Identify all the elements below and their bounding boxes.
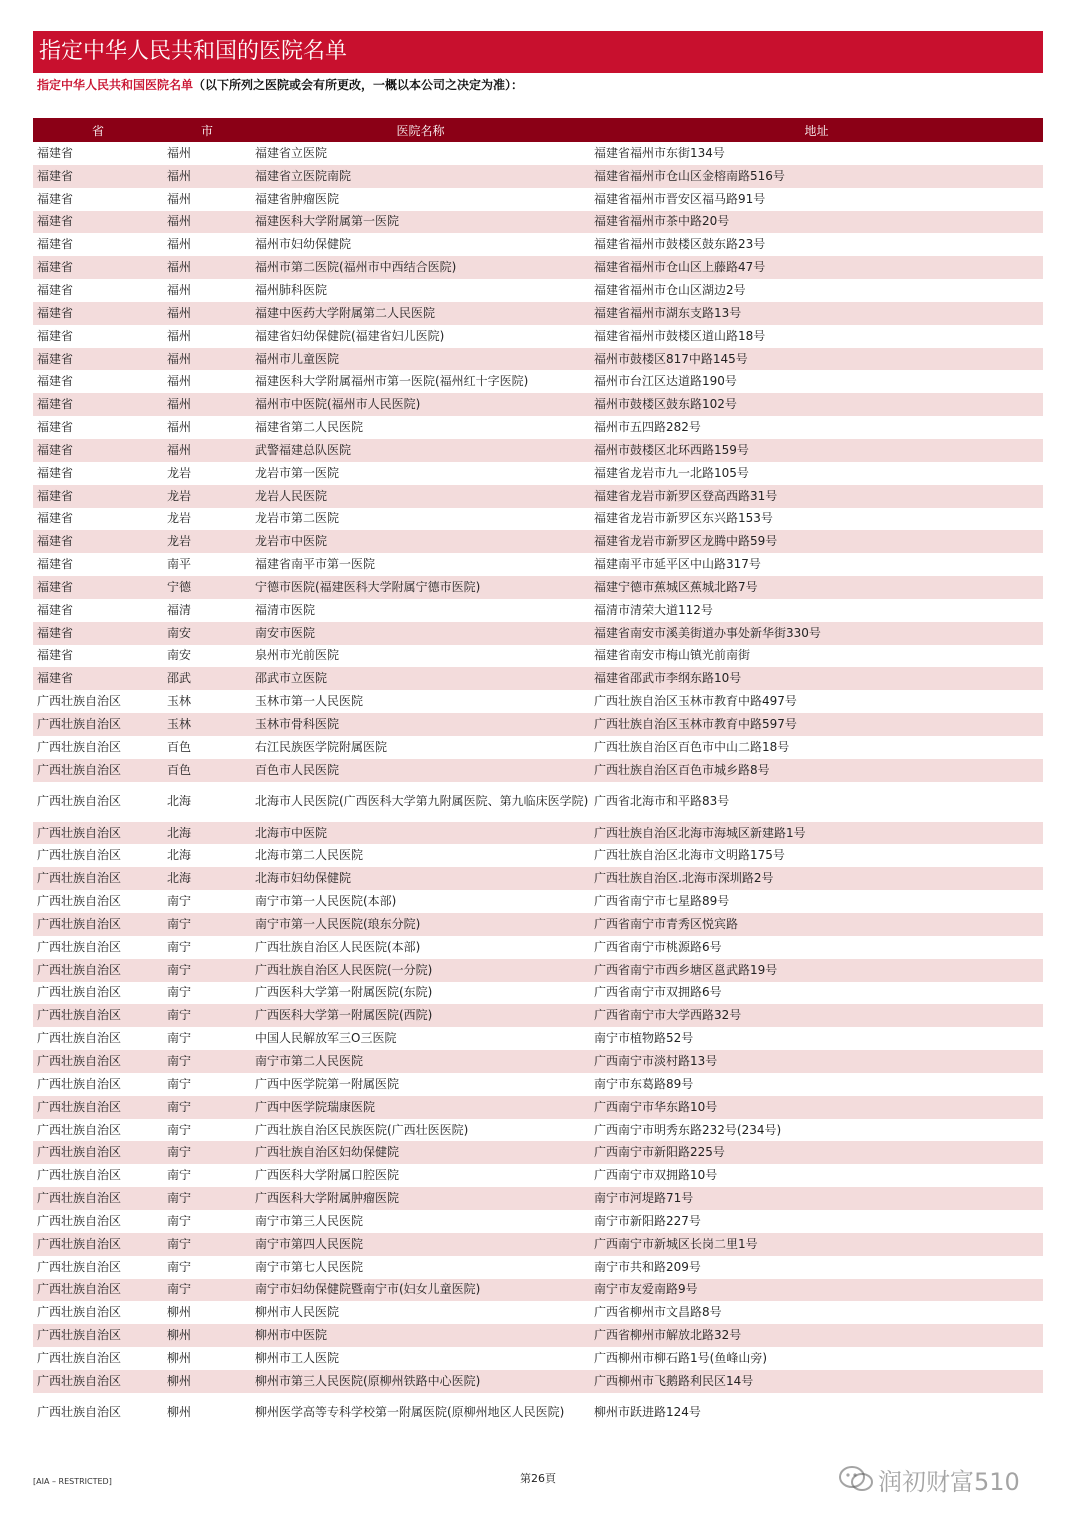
cell-province: 福建省 bbox=[37, 237, 74, 252]
cell-province: 广西壮族自治区 bbox=[37, 848, 122, 863]
cell-address: 福州市五四路282号 bbox=[594, 420, 701, 435]
cell-hospital: 福建省南平市第一医院 bbox=[255, 557, 376, 572]
table-row bbox=[33, 142, 1043, 165]
cell-city: 福州 bbox=[167, 145, 192, 160]
cell-province: 广西壮族自治区 bbox=[37, 1305, 122, 1320]
table-row bbox=[33, 462, 1043, 485]
cell-hospital: 柳州市第三人民医院(原柳州铁路中心医院) bbox=[251, 1370, 590, 1393]
table-row bbox=[33, 348, 1043, 371]
cell-hospital: 玉林市骨科医院 bbox=[251, 713, 590, 736]
table-row bbox=[33, 211, 1043, 234]
table-row bbox=[33, 576, 1043, 599]
cell-city: 南宁 bbox=[163, 1187, 251, 1210]
cell-province: 广西壮族自治区 bbox=[37, 1350, 122, 1365]
table-row bbox=[33, 890, 1043, 913]
table-row bbox=[33, 622, 1043, 645]
subtitle-note: （以下所列之医院或会有所更改，一概以本公司之决定为准）： bbox=[193, 78, 524, 92]
cell-address: 福建省福州市东街134号 bbox=[594, 145, 725, 160]
cell-city: 南宁 bbox=[163, 1141, 251, 1164]
table-row bbox=[33, 1210, 1043, 1233]
cell-address: 南宁市河堤路71号 bbox=[590, 1187, 1043, 1210]
table-row bbox=[33, 759, 1043, 782]
subtitle-emphasis: 指定中华人民共和国医院名单 bbox=[37, 78, 194, 92]
cell-city: 福州 bbox=[163, 393, 251, 416]
cell-address: 南宁市新阳路227号 bbox=[594, 1213, 701, 1228]
cell-hospital: 南宁市第四人民医院 bbox=[251, 1233, 590, 1256]
cell-city: 北海 bbox=[163, 822, 251, 845]
cell-hospital: 福建医科大学附属第一医院 bbox=[251, 211, 590, 234]
cell-city: 龙岩 bbox=[167, 511, 192, 526]
cell-address: 福清市清荣大道112号 bbox=[594, 602, 713, 617]
cell-province: 福建省 bbox=[33, 576, 163, 599]
cell-city: 南宁 bbox=[167, 894, 192, 909]
cell-address: 广西壮族自治区.北海市深圳路2号 bbox=[590, 867, 1043, 890]
cell-province: 福建省 bbox=[33, 211, 163, 234]
hospital-table bbox=[33, 118, 1043, 1433]
cell-hospital: 福清市医院 bbox=[255, 602, 316, 617]
table-header-row bbox=[33, 118, 1043, 142]
cell-province: 广西壮族自治区 bbox=[33, 1096, 163, 1119]
cell-hospital: 广西医科大学第一附属医院(东院) bbox=[255, 985, 433, 1000]
table-row bbox=[33, 599, 1043, 622]
cell-city: 福州 bbox=[163, 211, 251, 234]
table-row bbox=[33, 1279, 1043, 1302]
cell-province: 福建省 bbox=[37, 328, 74, 343]
cell-hospital: 福州肺科医院 bbox=[255, 282, 328, 297]
cell-address: 福州市台江区达道路190号 bbox=[594, 374, 737, 389]
classification-label: [AIA – RESTRICTED] bbox=[33, 1477, 112, 1486]
page-title: 指定中华人民共和国的医院名单 bbox=[33, 31, 1043, 73]
table-row bbox=[33, 256, 1043, 279]
cell-address: 福建南平市延平区中山路317号 bbox=[594, 557, 761, 572]
cell-province: 福建省 bbox=[33, 302, 163, 325]
column-header-address: 地址 bbox=[590, 118, 1043, 142]
cell-address: 福建省南安市溪美街道办事处新华街330号 bbox=[590, 622, 1043, 645]
cell-address: 南宁市友爱南路9号 bbox=[590, 1279, 1043, 1302]
table-body bbox=[33, 142, 1043, 1433]
table-row bbox=[33, 822, 1043, 845]
cell-city: 福州 bbox=[167, 420, 192, 435]
cell-address: 广西柳州市飞鹅路利民区14号 bbox=[590, 1370, 1043, 1393]
cell-hospital: 福建省妇幼保健院(福建省妇儿医院) bbox=[255, 328, 445, 343]
cell-city: 福州 bbox=[167, 282, 192, 297]
cell-address: 广西壮族自治区百色市中山二路18号 bbox=[594, 739, 790, 754]
table-row bbox=[33, 1301, 1043, 1324]
cell-city: 南平 bbox=[167, 557, 192, 572]
cell-city: 南安 bbox=[167, 648, 192, 663]
column-header-province: 省 bbox=[33, 118, 163, 142]
cell-hospital: 南宁市第三人民医院 bbox=[255, 1213, 364, 1228]
cell-hospital: 南安市医院 bbox=[251, 622, 590, 645]
cell-province: 广西壮族自治区 bbox=[37, 1122, 122, 1137]
cell-city: 福清 bbox=[167, 602, 192, 617]
table-row bbox=[33, 1256, 1043, 1279]
cell-hospital: 南宁市第一人民医院(琅东分院) bbox=[251, 913, 590, 936]
cell-hospital: 北海市中医院 bbox=[251, 822, 590, 845]
cell-province: 福建省 bbox=[37, 557, 74, 572]
cell-hospital: 广西壮族自治区人民医院(本部) bbox=[255, 939, 421, 954]
cell-city: 福州 bbox=[167, 237, 192, 252]
cell-city: 百色 bbox=[163, 759, 251, 782]
cell-address: 福建省福州市仓山区金榕南路516号 bbox=[590, 165, 1043, 188]
cell-province: 福建省 bbox=[33, 393, 163, 416]
cell-province: 广西壮族自治区 bbox=[37, 1168, 122, 1183]
cell-hospital: 福建医科大学附属福州市第一医院(福州红十字医院) bbox=[255, 374, 529, 389]
table-row bbox=[33, 1004, 1043, 1027]
table-row bbox=[33, 553, 1043, 576]
cell-province: 广西壮族自治区 bbox=[37, 1405, 122, 1420]
cell-province: 福建省 bbox=[33, 256, 163, 279]
cell-hospital: 龙岩市第一医院 bbox=[255, 465, 340, 480]
cell-address: 福建省龙岩市九一北路105号 bbox=[594, 465, 749, 480]
cell-province: 福建省 bbox=[37, 282, 74, 297]
table-row bbox=[33, 1073, 1043, 1096]
table-row bbox=[33, 325, 1043, 348]
cell-province: 福建省 bbox=[37, 420, 74, 435]
table-row bbox=[33, 508, 1043, 531]
cell-address: 广西南宁市新阳路225号 bbox=[590, 1141, 1043, 1164]
column-header-hospital: 医院名称 bbox=[251, 118, 590, 142]
cell-address: 福建省龙岩市新罗区登高西路31号 bbox=[590, 485, 1043, 508]
cell-province: 福建省 bbox=[37, 191, 74, 206]
cell-hospital: 福州市儿童医院 bbox=[251, 348, 590, 371]
cell-hospital: 右江民族医学院附属医院 bbox=[255, 739, 388, 754]
table-row bbox=[33, 1187, 1043, 1210]
cell-hospital: 南宁市第一人民医院(本部) bbox=[255, 894, 397, 909]
cell-address: 福建省福州市仓山区湖边2号 bbox=[594, 282, 746, 297]
cell-address: 广西省南宁市桃源路6号 bbox=[594, 939, 722, 954]
table-row bbox=[33, 844, 1043, 867]
cell-hospital: 龙岩市中医院 bbox=[251, 530, 590, 553]
cell-city: 柳州 bbox=[167, 1405, 192, 1420]
table-row bbox=[33, 936, 1043, 959]
watermark-text: 润初财富510 bbox=[878, 1467, 1020, 1496]
cell-address: 福建省福州市晋安区福马路91号 bbox=[594, 191, 766, 206]
cell-province: 广西壮族自治区 bbox=[33, 1370, 163, 1393]
cell-province: 广西壮族自治区 bbox=[33, 1050, 163, 1073]
cell-address: 广西南宁市淡村路13号 bbox=[590, 1050, 1043, 1073]
cell-hospital: 福州市中医院(福州市人民医院) bbox=[251, 393, 590, 416]
cell-hospital: 邵武市立医院 bbox=[251, 667, 590, 690]
table-row bbox=[33, 1164, 1043, 1187]
table-row bbox=[33, 439, 1043, 462]
cell-city: 福州 bbox=[167, 374, 192, 389]
cell-address: 福建省南安市梅山镇光前南街 bbox=[594, 648, 751, 663]
cell-province: 广西壮族自治区 bbox=[33, 1279, 163, 1302]
table-row bbox=[33, 1141, 1043, 1164]
cell-province: 广西壮族自治区 bbox=[33, 1141, 163, 1164]
cell-address: 广西南宁市华东路10号 bbox=[590, 1096, 1043, 1119]
cell-province: 广西壮族自治区 bbox=[33, 713, 163, 736]
cell-province: 广西壮族自治区 bbox=[33, 1233, 163, 1256]
cell-province: 广西壮族自治区 bbox=[37, 1213, 122, 1228]
cell-city: 柳州 bbox=[163, 1324, 251, 1347]
table-row bbox=[33, 165, 1043, 188]
cell-address: 广西柳州市柳石路1号(鱼峰山旁) bbox=[594, 1350, 767, 1365]
cell-city: 南宁 bbox=[163, 1233, 251, 1256]
table-row bbox=[33, 867, 1043, 890]
table-row bbox=[33, 279, 1043, 302]
cell-hospital: 北海市人民医院(广西医科大学第九附属医院、第九临床医学院) bbox=[255, 794, 589, 809]
table-row bbox=[33, 188, 1043, 211]
cell-address: 广西省南宁市大学西路32号 bbox=[590, 1004, 1043, 1027]
cell-province: 福建省 bbox=[37, 374, 74, 389]
cell-province: 广西壮族自治区 bbox=[33, 1324, 163, 1347]
cell-address: 南宁市植物路52号 bbox=[594, 1031, 694, 1046]
cell-city: 玉林 bbox=[167, 694, 192, 709]
cell-address: 柳州市跃进路124号 bbox=[594, 1405, 701, 1420]
cell-city: 宁德 bbox=[163, 576, 251, 599]
cell-city: 南宁 bbox=[163, 959, 251, 982]
cell-city: 南安 bbox=[163, 622, 251, 645]
cell-hospital: 福州市妇幼保健院 bbox=[255, 237, 352, 252]
cell-city: 南宁 bbox=[167, 1259, 192, 1274]
table-row bbox=[33, 302, 1043, 325]
cell-city: 龙岩 bbox=[163, 530, 251, 553]
table-row bbox=[33, 736, 1043, 759]
cell-city: 百色 bbox=[167, 739, 192, 754]
cell-province: 福建省 bbox=[33, 485, 163, 508]
cell-address: 福建省福州市茶中路20号 bbox=[590, 211, 1043, 234]
cell-address: 广西省柳州市文昌路8号 bbox=[594, 1305, 722, 1320]
cell-address: 福建省福州市仓山区上藤路47号 bbox=[590, 256, 1043, 279]
cell-hospital: 广西医科大学附属肿瘤医院 bbox=[251, 1187, 590, 1210]
cell-hospital: 广西中医学院瑞康医院 bbox=[251, 1096, 590, 1119]
cell-hospital: 宁德市医院(福建医科大学附属宁德市医院) bbox=[251, 576, 590, 599]
cell-province: 广西壮族自治区 bbox=[33, 959, 163, 982]
table-row bbox=[33, 982, 1043, 1005]
table-row bbox=[33, 393, 1043, 416]
cell-city: 龙岩 bbox=[167, 465, 192, 480]
cell-address: 广西南宁市新城区长岗二里1号 bbox=[590, 1233, 1043, 1256]
cell-address: 福州市鼓楼区鼓东路102号 bbox=[590, 393, 1043, 416]
cell-city: 福州 bbox=[163, 348, 251, 371]
page-number: 第26頁 bbox=[520, 1472, 556, 1485]
cell-hospital: 龙岩人民医院 bbox=[251, 485, 590, 508]
table-row bbox=[33, 485, 1043, 508]
cell-city: 南宁 bbox=[163, 1096, 251, 1119]
watermark bbox=[838, 1461, 1048, 1497]
cell-city: 南宁 bbox=[163, 1004, 251, 1027]
cell-address: 福州市鼓楼区北环西路159号 bbox=[590, 439, 1043, 462]
table-row bbox=[33, 1393, 1043, 1433]
cell-hospital: 广西壮族自治区民族医院(广西壮医医院) bbox=[255, 1122, 469, 1137]
cell-city: 南宁 bbox=[167, 1168, 192, 1183]
cell-city: 柳州 bbox=[167, 1350, 192, 1365]
cell-hospital: 广西中医学院第一附属医院 bbox=[255, 1076, 400, 1091]
cell-hospital: 北海市第二人民医院 bbox=[255, 848, 364, 863]
cell-address: 广西省南宁市西乡塘区邕武路19号 bbox=[590, 959, 1043, 982]
page-subtitle bbox=[37, 76, 523, 93]
table-row bbox=[33, 1119, 1043, 1142]
cell-address: 广西壮族自治区玉林市教育中路597号 bbox=[590, 713, 1043, 736]
cell-address: 福州市鼓楼区817中路145号 bbox=[590, 348, 1043, 371]
cell-province: 福建省 bbox=[37, 602, 74, 617]
cell-address: 广西省南宁市青秀区悦宾路 bbox=[590, 913, 1043, 936]
table-row bbox=[33, 713, 1043, 736]
cell-province: 福建省 bbox=[37, 465, 74, 480]
cell-city: 邵武 bbox=[163, 667, 251, 690]
table-row bbox=[33, 370, 1043, 393]
wechat-icon bbox=[838, 1465, 874, 1493]
cell-city: 福州 bbox=[163, 165, 251, 188]
cell-city: 柳州 bbox=[167, 1305, 192, 1320]
cell-city: 北海 bbox=[167, 794, 192, 809]
cell-province: 福建省 bbox=[33, 622, 163, 645]
cell-hospital: 北海市妇幼保健院 bbox=[251, 867, 590, 890]
table-row bbox=[33, 645, 1043, 668]
cell-address: 福建省邵武市李纲东路10号 bbox=[590, 667, 1043, 690]
table-row bbox=[33, 667, 1043, 690]
cell-address: 福建省福州市湖东支路13号 bbox=[590, 302, 1043, 325]
table-row bbox=[33, 1027, 1043, 1050]
cell-province: 福建省 bbox=[33, 348, 163, 371]
cell-province: 福建省 bbox=[33, 667, 163, 690]
cell-city: 福州 bbox=[163, 256, 251, 279]
cell-hospital: 百色市人民医院 bbox=[251, 759, 590, 782]
cell-province: 广西壮族自治区 bbox=[37, 1259, 122, 1274]
cell-address: 广西省柳州市解放北路32号 bbox=[590, 1324, 1043, 1347]
table-row bbox=[33, 1347, 1043, 1370]
cell-hospital: 泉州市光前医院 bbox=[255, 648, 340, 663]
cell-province: 广西壮族自治区 bbox=[33, 867, 163, 890]
cell-city: 福州 bbox=[167, 191, 192, 206]
cell-address: 广西省南宁市双拥路6号 bbox=[594, 985, 722, 1000]
cell-province: 广西壮族自治区 bbox=[37, 1031, 122, 1046]
cell-address: 广西壮族自治区北海市海城区新建路1号 bbox=[590, 822, 1043, 845]
cell-hospital: 福建省第二人民医院 bbox=[255, 420, 364, 435]
cell-city: 南宁 bbox=[167, 1076, 192, 1091]
table-row bbox=[33, 416, 1043, 439]
cell-hospital: 柳州市工人医院 bbox=[255, 1350, 340, 1365]
cell-city: 福州 bbox=[163, 302, 251, 325]
cell-hospital: 中国人民解放军三O三医院 bbox=[255, 1031, 397, 1046]
cell-province: 广西壮族自治区 bbox=[33, 822, 163, 845]
cell-city: 南宁 bbox=[167, 939, 192, 954]
cell-city: 南宁 bbox=[167, 985, 192, 1000]
cell-hospital: 广西壮族自治区人民医院(一分院) bbox=[251, 959, 590, 982]
cell-address: 南宁市东葛路89号 bbox=[594, 1076, 694, 1091]
cell-province: 广西壮族自治区 bbox=[33, 1004, 163, 1027]
cell-city: 南宁 bbox=[167, 1213, 192, 1228]
cell-hospital: 福建省立医院南院 bbox=[251, 165, 590, 188]
cell-address: 福建宁德市蕉城区蕉城北路7号 bbox=[590, 576, 1043, 599]
cell-province: 广西壮族自治区 bbox=[37, 985, 122, 1000]
cell-address: 广西省南宁市七星路89号 bbox=[594, 894, 730, 909]
cell-hospital: 广西医科大学第一附属医院(西院) bbox=[251, 1004, 590, 1027]
cell-address: 福建省福州市鼓楼区道山路18号 bbox=[594, 328, 766, 343]
cell-province: 福建省 bbox=[37, 648, 74, 663]
cell-hospital: 玉林市第一人民医院 bbox=[255, 694, 364, 709]
cell-province: 广西壮族自治区 bbox=[37, 894, 122, 909]
cell-province: 广西壮族自治区 bbox=[37, 694, 122, 709]
cell-city: 南宁 bbox=[167, 1122, 192, 1137]
cell-province: 广西壮族自治区 bbox=[37, 739, 122, 754]
cell-province: 广西壮族自治区 bbox=[33, 1187, 163, 1210]
cell-province: 福建省 bbox=[37, 511, 74, 526]
cell-hospital: 柳州市中医院 bbox=[251, 1324, 590, 1347]
cell-city: 福州 bbox=[167, 328, 192, 343]
table-row bbox=[33, 913, 1043, 936]
table-row bbox=[33, 1324, 1043, 1347]
cell-hospital: 武警福建总队医院 bbox=[251, 439, 590, 462]
table-row bbox=[33, 782, 1043, 822]
cell-hospital: 福州市第二医院(福州市中西结合医院) bbox=[251, 256, 590, 279]
table-row bbox=[33, 1096, 1043, 1119]
cell-city: 南宁 bbox=[163, 1279, 251, 1302]
cell-province: 广西壮族自治区 bbox=[37, 794, 122, 809]
table-row bbox=[33, 1370, 1043, 1393]
cell-address: 南宁市共和路209号 bbox=[594, 1259, 701, 1274]
cell-address: 广西省北海市和平路83号 bbox=[594, 794, 730, 809]
cell-city: 南宁 bbox=[163, 913, 251, 936]
cell-hospital: 福建省肿瘤医院 bbox=[255, 191, 340, 206]
cell-address: 广西壮族自治区北海市文明路175号 bbox=[594, 848, 785, 863]
cell-province: 广西壮族自治区 bbox=[37, 939, 122, 954]
table-row bbox=[33, 1233, 1043, 1256]
cell-hospital: 南宁市第二人民医院 bbox=[251, 1050, 590, 1073]
cell-address: 福建省龙岩市新罗区东兴路153号 bbox=[594, 511, 773, 526]
cell-city: 南宁 bbox=[163, 1050, 251, 1073]
cell-address: 福建省龙岩市新罗区龙腾中路59号 bbox=[590, 530, 1043, 553]
cell-province: 福建省 bbox=[33, 165, 163, 188]
table-row bbox=[33, 1050, 1043, 1073]
cell-hospital: 柳州医学高等专科学校第一附属医院(原柳州地区人民医院) bbox=[255, 1405, 565, 1420]
cell-hospital: 龙岩市第二医院 bbox=[255, 511, 340, 526]
cell-hospital: 福建省立医院 bbox=[255, 145, 328, 160]
cell-province: 福建省 bbox=[37, 145, 74, 160]
cell-city: 柳州 bbox=[163, 1370, 251, 1393]
cell-province: 广西壮族自治区 bbox=[37, 1076, 122, 1091]
column-header-city: 市 bbox=[163, 118, 251, 142]
cell-hospital: 南宁市妇幼保健院暨南宁市(妇女儿童医院) bbox=[251, 1279, 590, 1302]
cell-city: 福州 bbox=[163, 439, 251, 462]
table-row bbox=[33, 233, 1043, 256]
table-row bbox=[33, 959, 1043, 982]
cell-hospital: 广西医科大学附属口腔医院 bbox=[255, 1168, 400, 1183]
table-row bbox=[33, 530, 1043, 553]
table-row bbox=[33, 690, 1043, 713]
cell-province: 广西壮族自治区 bbox=[33, 913, 163, 936]
cell-city: 龙岩 bbox=[163, 485, 251, 508]
cell-city: 南宁 bbox=[167, 1031, 192, 1046]
cell-address: 广西壮族自治区百色市城乡路8号 bbox=[590, 759, 1043, 782]
cell-city: 玉林 bbox=[163, 713, 251, 736]
cell-hospital: 柳州市人民医院 bbox=[255, 1305, 340, 1320]
cell-address: 广西南宁市双拥路10号 bbox=[594, 1168, 718, 1183]
cell-province: 福建省 bbox=[33, 439, 163, 462]
cell-city: 北海 bbox=[163, 867, 251, 890]
cell-address: 广西壮族自治区玉林市教育中路497号 bbox=[594, 694, 797, 709]
cell-hospital: 广西壮族自治区妇幼保健院 bbox=[251, 1141, 590, 1164]
cell-province: 福建省 bbox=[33, 530, 163, 553]
cell-hospital: 福建中医药大学附属第二人民医院 bbox=[251, 302, 590, 325]
cell-address: 广西南宁市明秀东路232号(234号) bbox=[594, 1122, 782, 1137]
cell-hospital: 南宁市第七人民医院 bbox=[255, 1259, 364, 1274]
cell-city: 北海 bbox=[167, 848, 192, 863]
cell-province: 广西壮族自治区 bbox=[33, 759, 163, 782]
cell-address: 福建省福州市鼓楼区鼓东路23号 bbox=[594, 237, 766, 252]
